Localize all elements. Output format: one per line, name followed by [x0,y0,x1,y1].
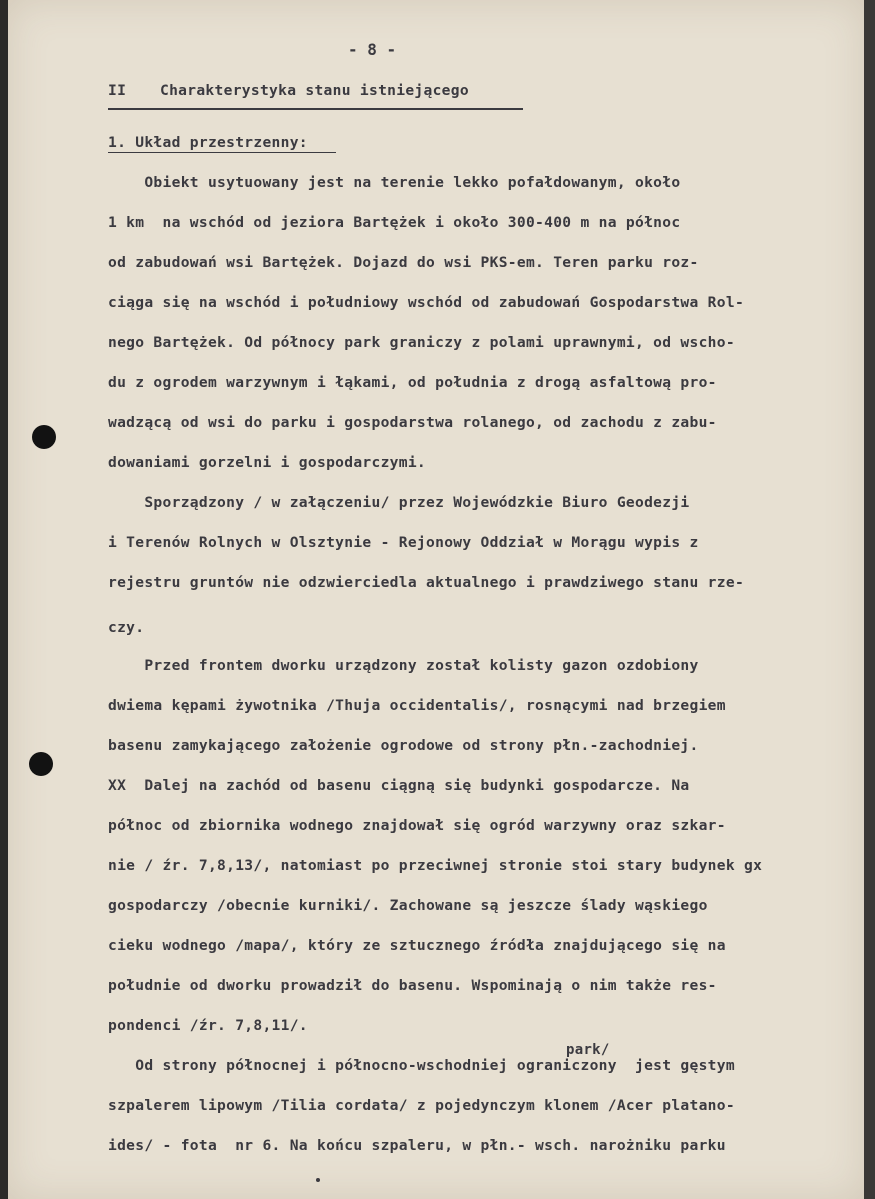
text-line: pondenci /źr. 7,8,11/. [108,1017,308,1034]
section-underline [108,152,336,153]
text-line: XX Dalej na zachód od basenu ciągną się budynki gospodarcze. Na [108,777,690,794]
punch-hole [32,425,56,449]
text-line: 1 km na wschód od jeziora Bartężek i około 300-400 m na północ [108,214,681,231]
chapter-title: Charakterystyka stanu istniejącego [160,82,469,99]
text-line: dwiema kępami żywotnika /Thuja occidentalis/, rosnącymi nad brzegiem [108,697,726,714]
page-number: - 8 - [348,40,397,59]
text-line: du z ogrodem warzywnym i łąkami, od południa z drogą asfaltową pro- [108,374,717,391]
punch-hole [29,752,53,776]
text-line: od zabudowań wsi Bartężek. Dojazd do wsi PKS-em. Teren parku roz- [108,254,699,271]
text-line: basenu zamykającego założenie ogrodowe od strony płn.-zachodniej. [108,737,699,754]
chapter-underline [108,108,523,110]
text-line: Przed frontem dworku urządzony został kolisty gazon ozdobiony [108,657,699,674]
text-line: i Terenów Rolnych w Olsztynie - Rejonowy Oddział w Morągu wypis z [108,534,699,551]
text-line: rejestru gruntów nie odzwierciedla aktualnego i prawdziwego stanu rze- [108,574,745,591]
section-heading: 1. Układ przestrzenny: [108,134,308,151]
chapter-number: II [108,82,127,99]
text-line: Od strony północnej i północno-wschodniej ograniczony jest gęstym [108,1057,735,1074]
text-line: południe od dworku prowadził do basenu. Wspominają o nim także res- [108,977,717,994]
scan-edge [864,0,875,1199]
handwritten-insertion: park/ [566,1042,610,1058]
text-line: ciąga się na wschód i południowy wschód od zabudowań Gospodarstwa Rol- [108,294,745,311]
text-line: szpalerem lipowym /Tilia cordata/ z pojedynczym klonem /Acer platano- [108,1097,735,1114]
text-line: północ od zbiornika wodnego znajdował się ogród warzywny oraz szkar- [108,817,726,834]
text-line: czy. [108,619,145,636]
text-line: ides/ - fota nr 6. Na końcu szpaleru, w płn.- wsch. narożniku parku [108,1137,726,1154]
text-line: nego Bartężek. Od północy park graniczy z polami uprawnymi, od wscho- [108,334,735,351]
text-line: cieku wodnego /mapa/, który ze sztucznego źródła znajdującego się na [108,937,726,954]
text-line: nie / źr. 7,8,13/, natomiast po przeciwnej stronie stoi stary budynek gx [108,857,763,874]
text-line: wadzącą od wsi do parku i gospodarstwa rolanego, od zachodu z zabu- [108,414,717,431]
document-page [8,0,864,1199]
text-line: gospodarczy /obecnie kurniki/. Zachowane są jeszcze ślady wąskiego [108,897,708,914]
text-line: Obiekt usytuowany jest na terenie lekko pofałdowanym, około [108,174,681,191]
text-line: dowaniami gorzelni i gospodarczymi. [108,454,427,471]
ink-dot [316,1178,320,1182]
text-line: Sporządzony / w załączeniu/ przez Wojewódzkie Biuro Geodezji [108,494,690,511]
